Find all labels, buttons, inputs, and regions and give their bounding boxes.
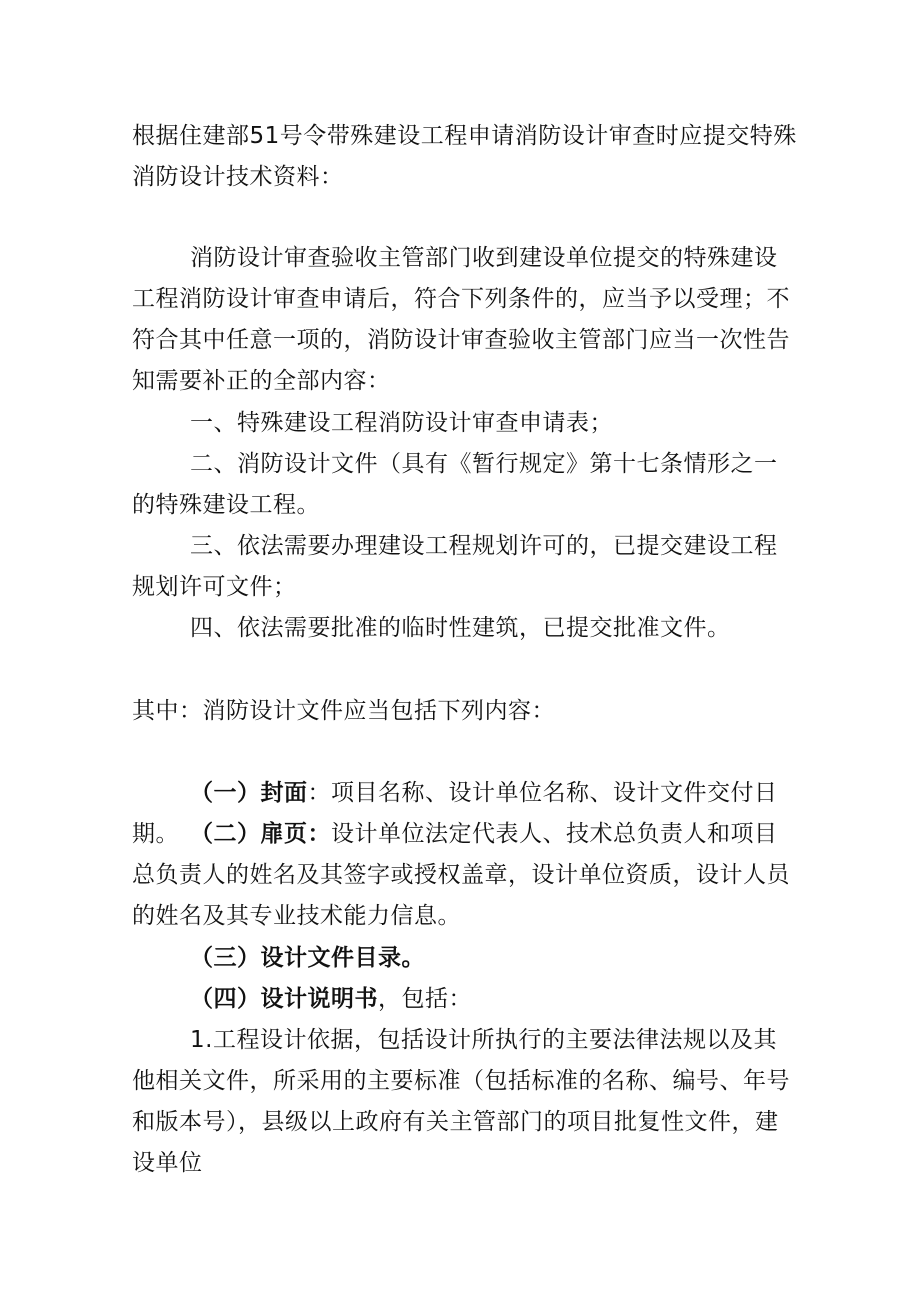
content-item-title-page [132,814,800,937]
title-page-text: 设计单位法定代表人、技术总负责人和项目总负责人的姓名及其签字或授权盖章，设计单位资质，设计人员的姓名及其专业技术能力信息。 [132,821,790,929]
title-page-label: （二）扉页： [190,821,331,847]
acceptance-paragraph: 消防设计审查验收主管部门收到建设单位提交的特殊建设工程消防设计审查申请后，符合下列条件的，应当予以受理；不符合其中任意一项的，消防设计审查验收主管部门应当一次性告知需要补正的全部内容： [132,245,790,394]
condition-item-4: 四、依法需要批准的临时性建筑，已提交批准文件。 [190,615,731,641]
sub-item-1: 1.工程设计依据，包括设计所执行的主要法律法规以及其他相关文件，所采用的主要标准（包括标准的名称、编号、年号和版本号），县级以上政府有关主管部门的项目批复性文件，建设单位 [132,1027,790,1176]
catalog-label: （三）设计文件目录。 [190,945,425,971]
condition-item-2: 二、消防设计文件（具有《暂行规定》第十七条情形之一的特殊建设工程。 [132,451,778,518]
content-item-catalog [132,938,800,979]
intro-paragraph: 根据住建部51号令带殊建设工程申请消防设计审查时应提交特殊消防设计技术资料： [132,123,797,190]
cover-label: （一）封面 [190,780,308,806]
condition-item-3: 三、依法需要办理建设工程规划许可的，已提交建设工程规划许可文件； [132,533,778,600]
condition-item-1: 一、特殊建设工程消防设计审查申请表； [190,410,613,436]
description-text: ，包括： [378,986,472,1012]
content-item-description [132,979,800,1020]
cover-text: ：项目名称、设计单位名称、设计文件交付日期。 [132,780,778,847]
description-label: （四）设计说明书 [190,986,378,1012]
contents-intro: 其中：消防设计文件应当包括下列内容： [132,698,555,724]
